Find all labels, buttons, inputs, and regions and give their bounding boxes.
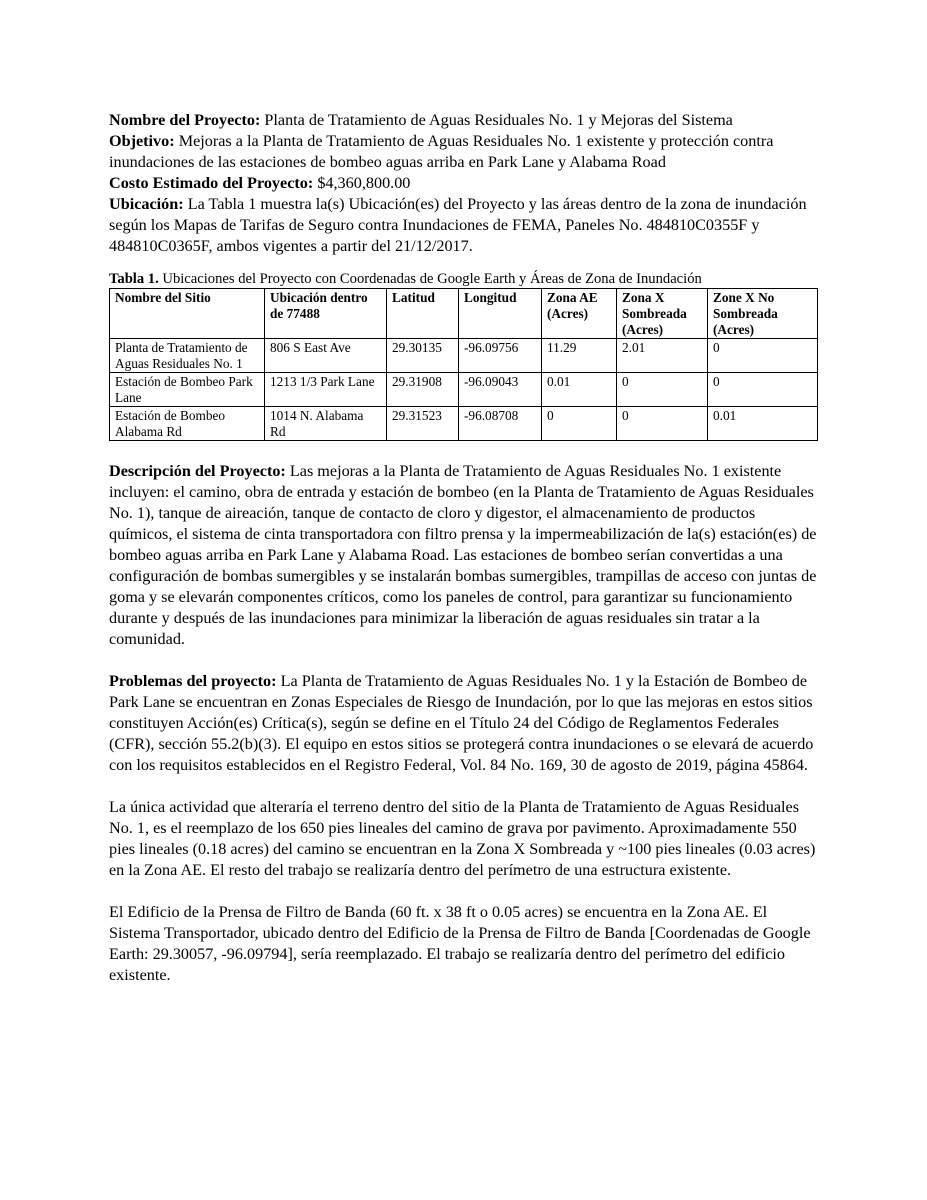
spacer bbox=[109, 441, 821, 461]
table-cell: Estación de Bombeo Alabama Rd bbox=[110, 407, 265, 441]
header-cell: Zone X No Sombreada (Acres) bbox=[708, 289, 818, 339]
table-cell: 0.01 bbox=[708, 407, 818, 441]
objective-label: Objetivo: bbox=[109, 132, 175, 150]
table-cell: -96.09043 bbox=[459, 373, 542, 407]
header-cell: Nombre del Sitio bbox=[110, 289, 265, 339]
document-page bbox=[109, 110, 821, 986]
table-cell: 0 bbox=[617, 407, 708, 441]
table-row bbox=[110, 373, 818, 407]
project-name-line bbox=[109, 110, 821, 131]
description-text: Las mejoras a la Planta de Tratamiento de Aguas Residuales No. 1 existente incluyen: el camino, obra de entrada y estación de bombeo (en la Planta de Tratamiento de Aguas Residuales No. 1), tanque de aireación, tanque de contacto de cloro y digestor, el almacenamiento de productos químicos, el sistema de cinta transportadora con filtro prensa y la impermeabilización de la(s) estación(es) de bombeo aguas arriba en Park Lane y Alabama Road. Las estaciones de bombeo serían convertidas a una configuración de bombas sumergibles y se instalarán bombas sumergibles, trampillas de acceso con juntas de goma y se elevarán componentes críticos, como los paneles de control, para garantizar su funcionamiento durante y después de las inundaciones para minimizar la liberación de aguas residuales sin tratar a la comunidad. bbox=[109, 462, 817, 648]
building-paragraph: El Edificio de la Prensa de Filtro de Banda (60 ft. x 38 ft o 0.05 acres) se encuentra en la Zona AE. El Sistema Transportador, ubicado dentro del Edificio de la Prensa de Filtro de Banda [Coordenadas de Google Earth: 29.30057, -96.09794], sería reemplazado. El trabajo se realizaría dentro del perímetro del edificio existente. bbox=[109, 903, 811, 984]
objective-value: Mejoras a la Planta de Tratamiento de Aguas Residuales No. 1 existente y protección contra inundaciones de las estaciones de bombeo aguas arriba en Park Lane y Alabama Road bbox=[109, 132, 774, 171]
cost-line bbox=[109, 173, 821, 194]
table-cell: 29.31523 bbox=[387, 407, 459, 441]
table-caption bbox=[109, 271, 821, 288]
table-cell: -96.09756 bbox=[459, 339, 542, 373]
location-line bbox=[109, 194, 821, 257]
table-caption-text: Ubicaciones del Proyecto con Coordenadas de Google Earth y Áreas de Zona de Inundación bbox=[158, 271, 702, 287]
table-cell: 806 S East Ave bbox=[265, 339, 387, 373]
header-cell: Longitud bbox=[459, 289, 542, 339]
table-row bbox=[110, 339, 818, 373]
table-cell: 11.29 bbox=[542, 339, 617, 373]
project-name-label: Nombre del Proyecto: bbox=[109, 111, 261, 129]
table-header-row bbox=[110, 289, 818, 339]
table-cell: Planta de Tratamiento de Aguas Residuales No. 1 bbox=[110, 339, 265, 373]
table-cell: 0 bbox=[708, 339, 818, 373]
problems-text: La Planta de Tratamiento de Aguas Residuales No. 1 y la Estación de Bombeo de Park Lane se encuentran en Zonas Especiales de Riesgo de Inundación, por lo que las mejoras en estos sitios constituyen Acción(es) Crítica(s), según se define en el Título 24 del Código de Reglamentos Federales (CFR), sección 55.2(b)(3). El equipo en estos sitios se protegerá contra inundaciones o se elevará de acuerdo con los requisitos establecidos en el Registro Federal, Vol. 84 No. 169, 30 de agosto de 2019, página 45864. bbox=[109, 672, 814, 774]
table-cell: 0.01 bbox=[542, 373, 617, 407]
description-paragraph bbox=[109, 461, 821, 650]
header-cell: Ubicación dentro de 77488 bbox=[265, 289, 387, 339]
table-cell: -96.08708 bbox=[459, 407, 542, 441]
table-cell: 0 bbox=[708, 373, 818, 407]
problems-paragraph bbox=[109, 671, 821, 776]
paragraph-gap bbox=[109, 881, 821, 902]
table-cell: 0 bbox=[542, 407, 617, 441]
table-cell: 2.01 bbox=[617, 339, 708, 373]
description-label: Descripción del Proyecto: bbox=[109, 462, 286, 480]
table-row bbox=[110, 407, 818, 441]
location-label: Ubicación: bbox=[109, 195, 184, 213]
paragraph-gap bbox=[109, 650, 821, 671]
location-value: La Tabla 1 muestra la(s) Ubicación(es) del Proyecto y las áreas dentro de la zona de inundación según los Mapas de Tarifas de Seguro contra Inundaciones de FEMA, Paneles No. 484810C0355F y 484810C0365F, ambos vigentes a partir del 21/12/2017. bbox=[109, 195, 807, 255]
cost-label: Costo Estimado del Proyecto: bbox=[109, 174, 314, 192]
objective-line bbox=[109, 131, 821, 173]
table-cell: 29.30135 bbox=[387, 339, 459, 373]
terrain-paragraph: La única actividad que alteraría el terreno dentro del sitio de la Planta de Tratamiento de Aguas Residuales No. 1, es el reemplazo de los 650 pies lineales del camino de grava por pavimento. Aproximadamente 550 pies lineales (0.18 acres) del camino se encuentran en la Zona X Sombreada y ~100 pies lineales (0.03 acres) en la Zona AE. El resto del trabajo se realizaría dentro del perímetro de una estructura existente. bbox=[109, 798, 816, 879]
project-name-value: Planta de Tratamiento de Aguas Residuales No. 1 y Mejoras del Sistema bbox=[260, 111, 733, 129]
table-cell: Estación de Bombeo Park Lane bbox=[110, 373, 265, 407]
header-cell: Zona X Sombreada (Acres) bbox=[617, 289, 708, 339]
table-cell: 29.31908 bbox=[387, 373, 459, 407]
table-cell: 1213 1/3 Park Lane bbox=[265, 373, 387, 407]
problems-label: Problemas del proyecto: bbox=[109, 672, 277, 690]
table-cell: 1014 N. Alabama Rd bbox=[265, 407, 387, 441]
cost-value: $4,360,800.00 bbox=[313, 174, 411, 192]
locations-table bbox=[109, 288, 818, 441]
paragraph-gap bbox=[109, 776, 821, 797]
table-caption-label: Tabla 1. bbox=[109, 271, 159, 287]
table-cell: 0 bbox=[617, 373, 708, 407]
header-cell: Zona AE (Acres) bbox=[542, 289, 617, 339]
header-cell: Latitud bbox=[387, 289, 459, 339]
